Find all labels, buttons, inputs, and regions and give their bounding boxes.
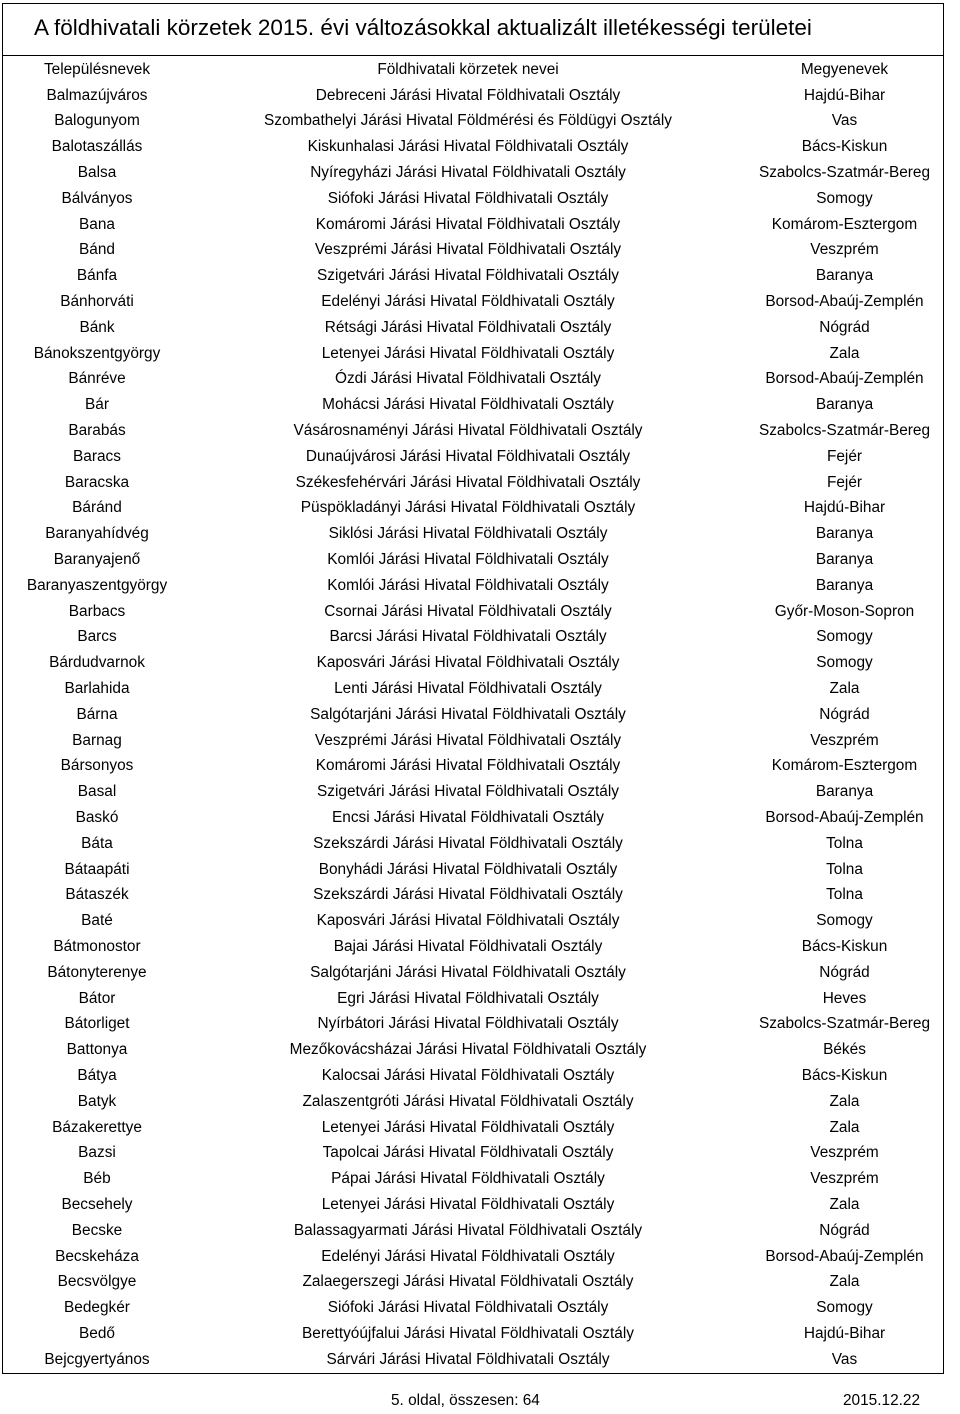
table-row (3, 83, 944, 109)
table-row (3, 650, 944, 676)
settlement-name: Báránd (72, 499, 122, 517)
county-name: Baranya (815, 396, 874, 414)
county-name: Baranya (815, 267, 874, 285)
county-name: Komárom-Esztergom (771, 757, 918, 775)
county-name: Győr-Moson-Sopron (774, 602, 915, 620)
table-row (3, 1347, 944, 1373)
land-office-name: Bajai Járási Hivatal Földhivatali Osztály (333, 937, 603, 955)
land-office-name: Barcsi Járási Hivatal Földhivatali Osztály (329, 628, 607, 646)
settlement-name: Bejcgyertyános (44, 1350, 150, 1368)
settlement-name: Báta (81, 834, 113, 852)
land-office-name: Zalaegerszegi Járási Hivatal Földhivatali Osztály (302, 1273, 634, 1291)
column-header-county: Megyenevek (800, 60, 889, 78)
table-row (3, 1115, 944, 1141)
table-row (3, 831, 944, 857)
land-office-name: Mohácsi Járási Hivatal Földhivatali Osztály (322, 396, 614, 414)
county-name: Békés (823, 1041, 866, 1059)
land-office-name: Kiskunhalasi Járási Hivatal Földhivatali Osztály (307, 138, 629, 156)
county-name: Zala (829, 680, 860, 698)
document-title-box (2, 3, 944, 56)
county-name: Bács-Kiskun (801, 937, 888, 955)
settlement-name: Baranyajenő (53, 551, 141, 569)
table-row (3, 263, 944, 289)
table-row (3, 1192, 944, 1218)
county-name: Vas (831, 1350, 858, 1368)
county-name: Zala (829, 1195, 860, 1213)
table-row (3, 238, 944, 264)
county-name: Somogy (816, 912, 873, 930)
county-name: Somogy (816, 654, 873, 672)
settlement-name: Baskó (75, 809, 119, 826)
settlement-name: Bánhorváti (60, 293, 134, 311)
settlement-name: Bana (79, 215, 115, 233)
county-name: Veszprém (810, 1170, 879, 1188)
settlement-name: Bátya (77, 1066, 117, 1084)
land-office-name: Balassagyarmati Járási Hivatal Földhivatali Osztály (293, 1221, 643, 1239)
table-row (3, 418, 944, 444)
settlement-name: Balotaszállás (51, 138, 143, 156)
settlement-name: Becsvölgye (57, 1273, 137, 1291)
settlement-name: Bálványos (61, 189, 133, 207)
county-name: Hajdú-Bihar (803, 499, 886, 517)
settlement-name: Bár (85, 396, 109, 414)
settlement-name: Bedő (79, 1324, 115, 1342)
land-office-name: Veszprémi Járási Hivatal Földhivatali Osztály (314, 731, 622, 749)
settlement-name: Bánréve (68, 370, 126, 388)
table-row (3, 1011, 944, 1037)
land-office-name: Szigetvári Járási Hivatal Földhivatali Osztály (317, 267, 619, 285)
settlement-name: Baranyaszentgyörgy (26, 576, 168, 594)
county-name: Borsod-Abaúj-Zemplén (765, 1247, 924, 1265)
land-office-name: Edelényi Járási Hivatal Földhivatali Osztály (321, 1247, 615, 1265)
county-name: Nógrád (819, 1221, 870, 1239)
county-name: Hajdú-Bihar (803, 1324, 886, 1342)
land-office-name: Siklósi Járási Hivatal Földhivatali Osztály (328, 525, 608, 543)
settlement-name: Balsa (77, 164, 117, 182)
settlement-name: Bátmonostor (53, 937, 141, 955)
land-office-name: Siófoki Járási Hivatal Földhivatali Osztály (327, 1299, 609, 1317)
table-row (3, 470, 944, 496)
table-row (3, 1140, 944, 1166)
settlement-name: Basal (77, 783, 117, 801)
land-office-name: Debreceni Járási Hivatal Földhivatali Osztály (315, 86, 621, 104)
land-office-name: Egri Járási Hivatal Földhivatali Osztály (337, 989, 599, 1007)
settlement-name: Bárdudvarnok (49, 654, 145, 672)
table-row (3, 754, 944, 780)
county-name: Fejér (826, 473, 863, 491)
land-office-name: Csornai Járási Hivatal Földhivatali Osztály (324, 602, 612, 620)
table-row (3, 1218, 944, 1244)
county-name: Baranya (815, 576, 874, 594)
settlement-name: Bedegkér (64, 1299, 130, 1317)
county-name: Heves (822, 989, 867, 1007)
land-office-name: Salgótarjáni Járási Hivatal Földhivatali Osztály (310, 705, 626, 723)
table-row (3, 883, 944, 909)
column-header-land-office: Földhivatali körzetek nevei (377, 60, 559, 78)
table-row (3, 805, 944, 831)
table-row (3, 908, 944, 934)
settlement-name: Battonya (66, 1041, 128, 1059)
table-row (3, 1244, 944, 1270)
settlement-name: Balmazújváros (46, 86, 148, 104)
settlement-name: Balogunyom (54, 112, 140, 130)
table-row (3, 960, 944, 986)
land-office-name: Vásárosnaményi Járási Hivatal Földhivatali Osztály (293, 422, 643, 440)
table-row (3, 186, 944, 212)
jurisdiction-table (3, 57, 944, 1373)
land-office-name: Nyíregyházi Járási Hivatal Földhivatali Osztály (310, 164, 626, 182)
table-row (3, 547, 944, 573)
land-office-name: Szekszárdi Járási Hivatal Földhivatali Osztály (313, 886, 623, 904)
settlement-name: Barabás (68, 422, 126, 440)
settlement-name: Barnag (72, 731, 122, 749)
land-office-name: Mezőkovácsházai Járási Hivatal Földhivatali Osztály (289, 1041, 647, 1059)
county-name: Komárom-Esztergom (771, 215, 918, 233)
settlement-name: Bánk (79, 318, 115, 336)
land-office-name: Székesfehérvári Járási Hivatal Földhivatali Osztály (295, 473, 641, 491)
land-office-name: Ózdi Járási Hivatal Földhivatali Osztály (334, 370, 601, 388)
county-name: Bács-Kiskun (801, 1066, 888, 1084)
land-office-name: Kaposvári Járási Hivatal Földhivatali Osztály (316, 654, 620, 672)
land-office-name: Encsi Járási Hivatal Földhivatali Osztály (332, 809, 604, 826)
county-name: Zala (829, 1273, 860, 1291)
county-name: Bács-Kiskun (801, 138, 888, 156)
header-row (3, 57, 944, 83)
land-office-name: Nyírbátori Járási Hivatal Földhivatali Osztály (317, 1015, 619, 1033)
county-name: Somogy (816, 189, 873, 207)
table-row (3, 599, 944, 625)
county-name: Szabolcs-Szatmár-Bereg (758, 164, 931, 182)
land-office-name: Komlói Járási Hivatal Földhivatali Osztály (327, 576, 609, 594)
land-office-name: Rétsági Járási Hivatal Földhivatali Osztály (324, 318, 612, 336)
settlement-name: Bátaapáti (64, 860, 130, 878)
land-office-name: Dunaújvárosi Járási Hivatal Földhivatali Osztály (305, 447, 631, 465)
county-name: Zala (829, 1118, 860, 1136)
land-office-name: Komlói Járási Hivatal Földhivatali Osztály (327, 551, 609, 569)
county-name: Somogy (816, 628, 873, 646)
settlement-name: Baranyahídvég (45, 525, 149, 543)
land-office-name: Letenyei Járási Hivatal Földhivatali Osztály (321, 344, 615, 362)
table-row (3, 779, 944, 805)
county-name: Szabolcs-Szatmár-Bereg (758, 1015, 931, 1033)
table-row (3, 1321, 944, 1347)
county-name: Zala (829, 1092, 860, 1110)
county-name: Veszprém (810, 731, 879, 749)
table-row (3, 521, 944, 547)
county-name: Szabolcs-Szatmár-Bereg (758, 422, 931, 440)
county-name: Tolna (826, 886, 863, 904)
county-name: Veszprém (810, 241, 879, 259)
document-date: 2015.12.22 (843, 1392, 921, 1409)
table-row (3, 109, 944, 135)
table-row (3, 625, 944, 651)
settlement-name: Bátaszék (65, 886, 129, 904)
land-office-name: Siófoki Járási Hivatal Földhivatali Osztály (327, 189, 609, 207)
table-row (3, 1089, 944, 1115)
settlement-name: Becskeháza (55, 1247, 139, 1265)
land-office-name: Edelényi Járási Hivatal Földhivatali Osztály (321, 293, 615, 311)
table-row (3, 676, 944, 702)
table-row (3, 1269, 944, 1295)
settlement-name: Barbacs (68, 602, 126, 620)
table-row (3, 367, 944, 393)
table-row (3, 1295, 944, 1321)
settlement-name: Bánd (79, 241, 115, 259)
county-name: Borsod-Abaúj-Zemplén (765, 809, 924, 826)
county-name: Borsod-Abaúj-Zemplén (765, 293, 924, 311)
settlement-name: Bársonyos (60, 757, 134, 775)
table-row (3, 1063, 944, 1089)
county-name: Baranya (815, 551, 874, 569)
table-row (3, 496, 944, 522)
county-name: Hajdú-Bihar (803, 86, 886, 104)
table-row (3, 444, 944, 470)
table-row (3, 134, 944, 160)
table-row (3, 702, 944, 728)
settlement-name: Baracs (73, 447, 121, 465)
county-name: Nógrád (819, 705, 870, 723)
table-row (3, 289, 944, 315)
settlement-name: Becske (71, 1221, 123, 1239)
land-office-name: Kalocsai Járási Hivatal Földhivatali Osztály (321, 1066, 615, 1084)
settlement-name: Baté (81, 912, 113, 930)
settlement-name: Batyk (77, 1092, 117, 1110)
document-title: A földhivatali körzetek 2015. évi változásokkal aktualizált illetékességi területei (34, 15, 812, 40)
county-name: Baranya (815, 783, 874, 801)
column-header-settlement: Településnevek (43, 60, 151, 78)
settlement-name: Bazsi (78, 1144, 116, 1162)
table-row (3, 857, 944, 883)
settlement-name: Barcs (77, 628, 117, 646)
land-office-name: Komáromi Járási Hivatal Földhivatali Osztály (315, 757, 621, 775)
land-office-name: Lenti Járási Hivatal Földhivatali Osztály (334, 680, 602, 698)
table-row (3, 986, 944, 1012)
land-office-name: Berettyóújfalui Járási Hivatal Földhivatali Osztály (302, 1324, 634, 1342)
land-office-name: Salgótarjáni Járási Hivatal Földhivatali Osztály (310, 963, 626, 981)
land-office-name: Püspökladányi Járási Hivatal Földhivatali Osztály (300, 499, 636, 517)
table-row (3, 573, 944, 599)
settlement-name: Bázakerettye (52, 1118, 142, 1136)
county-name: Nógrád (819, 318, 870, 336)
land-office-name: Bonyhádi Járási Hivatal Földhivatali Osztály (318, 860, 618, 878)
land-office-name: Zalaszentgróti Járási Hivatal Földhivatali Osztály (302, 1092, 634, 1110)
land-office-name: Kaposvári Járási Hivatal Földhivatali Osztály (316, 912, 620, 930)
county-name: Somogy (816, 1299, 873, 1317)
county-name: Tolna (826, 834, 863, 852)
table-row (3, 934, 944, 960)
county-name: Veszprém (810, 1144, 879, 1162)
county-name: Vas (831, 112, 858, 130)
table-row (3, 212, 944, 238)
settlement-name: Baracska (64, 473, 130, 491)
settlement-name: Barlahida (64, 680, 130, 698)
table-body (3, 83, 944, 1373)
table-row (3, 392, 944, 418)
county-name: Tolna (826, 860, 863, 878)
table-row (3, 341, 944, 367)
settlement-name: Bánokszentgyörgy (33, 344, 161, 362)
county-name: Fejér (826, 447, 863, 465)
settlement-name: Bátor (78, 989, 116, 1007)
land-office-name: Pápai Járási Hivatal Földhivatali Osztály (331, 1170, 605, 1188)
land-office-name: Szombathelyi Járási Hivatal Földmérési és Földügyi Osztály (263, 112, 672, 130)
land-office-name: Sárvári Járási Hivatal Földhivatali Osztály (326, 1350, 610, 1368)
land-office-name: Letenyei Járási Hivatal Földhivatali Osztály (321, 1195, 615, 1213)
table-row (3, 728, 944, 754)
county-name: Nógrád (819, 963, 870, 981)
table-row (3, 1166, 944, 1192)
settlement-name: Becsehely (61, 1195, 133, 1213)
land-office-name: Tapolcai Járási Hivatal Földhivatali Osztály (322, 1144, 614, 1162)
settlement-name: Bátorliget (64, 1015, 130, 1033)
settlement-name: Béb (83, 1170, 111, 1188)
land-office-name: Veszprémi Járási Hivatal Földhivatali Osztály (314, 241, 622, 259)
table-row (3, 160, 944, 186)
land-office-name: Letenyei Járási Hivatal Földhivatali Osztály (321, 1118, 615, 1136)
county-name: Zala (829, 344, 860, 362)
table-header (3, 57, 944, 83)
table-row (3, 315, 944, 341)
settlement-name: Bánfa (76, 267, 118, 285)
page-number: 5. oldal, összesen: 64 (391, 1392, 540, 1409)
county-name: Baranya (815, 525, 874, 543)
table-row (3, 1037, 944, 1063)
county-name: Borsod-Abaúj-Zemplén (765, 370, 924, 388)
land-office-name: Szekszárdi Járási Hivatal Földhivatali Osztály (313, 834, 623, 852)
land-office-name: Szigetvári Járási Hivatal Földhivatali Osztály (317, 783, 619, 801)
settlement-name: Bárna (76, 705, 118, 723)
settlement-name: Bátonyterenye (47, 963, 147, 981)
land-office-name: Komáromi Járási Hivatal Földhivatali Osztály (315, 215, 621, 233)
